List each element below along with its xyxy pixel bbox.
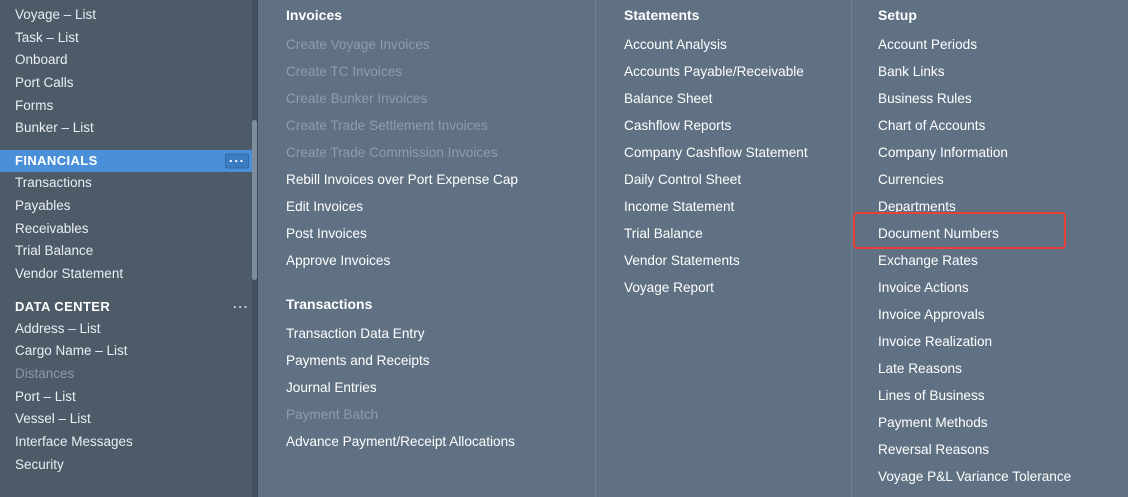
sidebar-item-label: Onboard [15, 52, 68, 68]
sidebar-section-label: FINANCIALS [15, 153, 98, 169]
menu-item-company-cashflow-statement[interactable]: Company Cashflow Statement [624, 145, 808, 160]
sidebar-item-label: Receivables [15, 220, 89, 236]
menu-item-departments[interactable]: Departments [878, 199, 956, 214]
menu-item-account-analysis[interactable]: Account Analysis [624, 37, 727, 52]
sidebar-item-cargo-name-list[interactable] [0, 340, 257, 363]
sidebar-section-data-center[interactable] [0, 296, 257, 318]
menu-item-balance-sheet[interactable]: Balance Sheet [624, 91, 713, 106]
sidebar-section-label: DATA CENTER [15, 298, 111, 314]
sidebar-item-forms[interactable] [0, 95, 257, 118]
sidebar-item-onboard[interactable] [0, 49, 257, 72]
sidebar-item-label: Transactions [15, 175, 92, 191]
menu-item-payment-batch[interactable]: Payment Batch [286, 407, 379, 422]
menu-item-chart-of-accounts[interactable]: Chart of Accounts [878, 118, 986, 133]
menu-item-transaction-data-entry[interactable]: Transaction Data Entry [286, 326, 425, 341]
menu-item-create-bunker-invoices[interactable]: Create Bunker Invoices [286, 91, 428, 106]
sidebar-item-label: Distances [15, 365, 75, 381]
menu-item-post-invoices[interactable]: Post Invoices [286, 226, 367, 241]
sidebar-item-trial-balance[interactable] [0, 240, 257, 263]
menu-item-rebill-invoices-over-port-expense-cap[interactable]: Rebill Invoices over Port Expense Cap [286, 172, 518, 187]
sidebar-top-group [0, 4, 257, 140]
menu-column-invoices [258, 0, 596, 497]
sidebar-item-label: Forms [15, 97, 54, 113]
menu-item-currencies[interactable]: Currencies [878, 172, 944, 187]
menu-item-create-tc-invoices[interactable]: Create TC Invoices [286, 64, 403, 79]
menu-item-payments-and-receipts[interactable]: Payments and Receipts [286, 353, 430, 368]
sidebar-item-port-calls[interactable] [0, 72, 257, 95]
sidebar-item-label: Bunker – List [15, 120, 94, 136]
menu-item-lines-of-business[interactable]: Lines of Business [878, 388, 985, 403]
sidebar-item-bunker-list[interactable] [0, 117, 257, 140]
menu-item-reversal-reasons[interactable]: Reversal Reasons [878, 442, 990, 457]
menu-item-vendor-statements[interactable]: Vendor Statements [624, 253, 740, 268]
menu-item-advance-payment-receipt-allocations[interactable]: Advance Payment/Receipt Allocations [286, 434, 515, 449]
menu-group-title-transactions: Transactions [286, 296, 373, 312]
sidebar-item-label: Interface Messages [15, 434, 133, 449]
menu-item-invoice-realization[interactable]: Invoice Realization [878, 334, 993, 349]
menu-item-create-voyage-invoices[interactable]: Create Voyage Invoices [286, 37, 430, 52]
sidebar-item-label: Voyage – List [15, 7, 97, 22]
menu-item-journal-entries[interactable]: Journal Entries [286, 380, 377, 395]
sidebar-scrollbar-thumb[interactable] [252, 120, 257, 280]
menu-item-edit-invoices[interactable]: Edit Invoices [286, 199, 364, 214]
menu-item-create-trade-settlement-invoices[interactable]: Create Trade Settlement Invoices [286, 118, 488, 133]
overflow-menu-icon[interactable]: ··· [233, 299, 249, 315]
sidebar-item-task-list[interactable] [0, 27, 257, 50]
sidebar-financials-group [0, 172, 257, 285]
sidebar-item-label: Task – List [15, 29, 79, 45]
menu-item-bank-links[interactable]: Bank Links [878, 64, 945, 79]
sidebar-item-label: Security [15, 456, 64, 472]
menu-item-account-periods[interactable]: Account Periods [878, 37, 977, 52]
menu-column-setup [852, 0, 1128, 497]
sidebar-item-distances[interactable] [0, 363, 257, 386]
menu-item-payment-methods[interactable]: Payment Methods [878, 415, 988, 430]
sidebar-item-label: Cargo Name – List [15, 343, 128, 359]
menu-group-title-statements: Statements [624, 7, 700, 23]
menu-item-business-rules[interactable]: Business Rules [878, 91, 972, 106]
financials-menu-panel [258, 0, 1128, 497]
menu-item-trial-balance[interactable]: Trial Balance [624, 226, 703, 241]
sidebar-item-label: Trial Balance [15, 243, 94, 259]
sidebar-item-label: Address – List [15, 320, 101, 336]
menu-item-cashflow-reports[interactable]: Cashflow Reports [624, 118, 732, 133]
menu-item-approve-invoices[interactable]: Approve Invoices [286, 253, 391, 268]
menu-item-late-reasons[interactable]: Late Reasons [878, 361, 962, 376]
sidebar-spacer-1 [0, 140, 257, 150]
sidebar-item-label: Vessel – List [15, 411, 91, 427]
menu-item-exchange-rates[interactable]: Exchange Rates [878, 253, 978, 268]
menu-item-voyage-pl-variance-tolerance[interactable]: Voyage P&L Variance Tolerance [878, 469, 1072, 484]
sidebar-item-voyage-list[interactable] [0, 4, 257, 27]
sidebar-item-port-list[interactable] [0, 386, 257, 409]
sidebar-section-financials[interactable] [0, 150, 257, 172]
sidebar-item-vessel-list[interactable] [0, 408, 257, 431]
sidebar-item-payables[interactable] [0, 195, 257, 218]
menu-item-voyage-report[interactable]: Voyage Report [624, 280, 714, 295]
menu-item-accounts-payable-receivable[interactable]: Accounts Payable/Receivable [624, 64, 804, 79]
menu-item-company-information[interactable]: Company Information [878, 145, 1008, 160]
sidebar-item-interface-messages[interactable] [0, 431, 257, 454]
menu-group-title-setup: Setup [878, 7, 917, 23]
sidebar-item-vendor-statement[interactable] [0, 263, 257, 286]
sidebar-item-label: Port Calls [15, 75, 74, 91]
sidebar-item-label: Payables [15, 197, 71, 213]
sidebar-scrollbar[interactable] [252, 0, 257, 497]
sidebar-item-label: Port – List [15, 388, 76, 404]
sidebar-datacenter-group [0, 318, 257, 477]
menu-item-income-statement[interactable]: Income Statement [624, 199, 735, 214]
menu-item-invoice-approvals[interactable]: Invoice Approvals [878, 307, 985, 322]
sidebar-spacer-2 [0, 286, 257, 296]
menu-item-daily-control-sheet[interactable]: Daily Control Sheet [624, 172, 742, 187]
sidebar-item-security[interactable] [0, 454, 257, 477]
sidebar-item-address-list[interactable] [0, 318, 257, 341]
menu-item-invoice-actions[interactable]: Invoice Actions [878, 280, 969, 295]
sidebar-item-transactions[interactable] [0, 172, 257, 195]
menu-group-title-invoices: Invoices [286, 7, 343, 23]
navigation-sidebar [0, 0, 258, 497]
overflow-menu-icon[interactable]: ··· [225, 154, 249, 169]
menu-item-create-trade-commission-invoices[interactable]: Create Trade Commission Invoices [286, 145, 498, 160]
menu-column-statements [596, 0, 852, 497]
sidebar-item-receivables[interactable] [0, 218, 257, 241]
menu-item-document-numbers[interactable]: Document Numbers [878, 226, 999, 241]
sidebar-item-label: Vendor Statement [15, 265, 124, 281]
